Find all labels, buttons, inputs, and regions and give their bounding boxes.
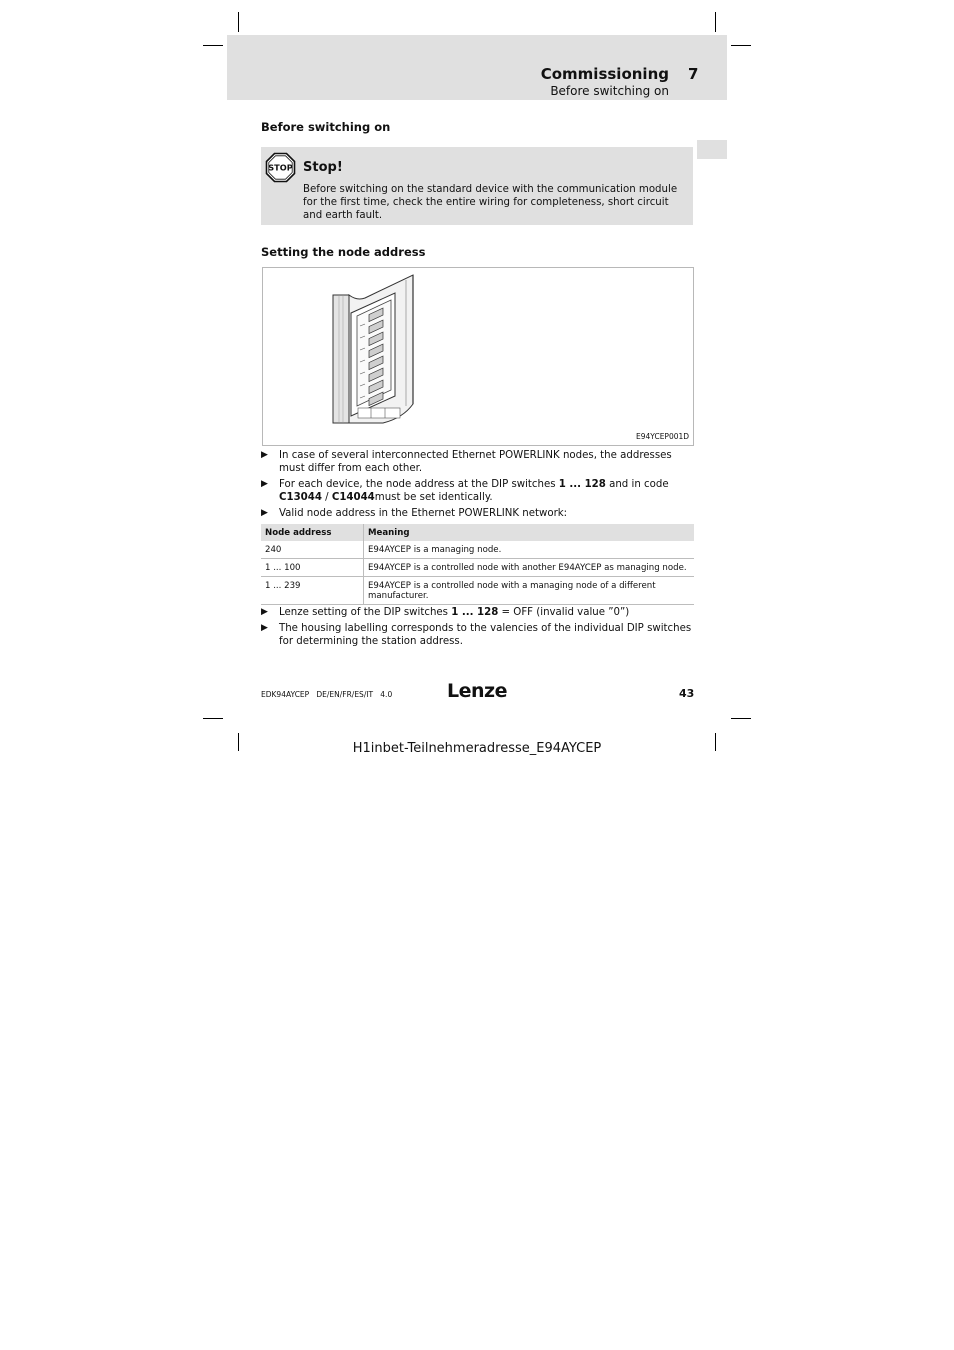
bullet-arrow-icon: ▶ — [261, 479, 268, 489]
bullet-text: For each device, the node address at the DIP switches — [279, 479, 559, 490]
crop-mark — [203, 45, 223, 46]
crop-mark — [238, 12, 239, 32]
stop-sign-icon — [265, 152, 296, 183]
figure-box — [262, 267, 694, 446]
bullet-item — [261, 606, 697, 619]
table-cell-address: 240 — [261, 541, 364, 558]
dip-switch-illustration — [263, 268, 693, 445]
table-row — [261, 541, 694, 559]
table-cell-address: 1 ... 100 — [261, 559, 364, 576]
table-cell-address: 1 ... 239 — [261, 577, 364, 604]
stop-title: Stop! — [303, 160, 343, 175]
bullet-text: Valid node address in the Ethernet POWERLINK network: — [279, 508, 568, 519]
node-address-table — [261, 524, 694, 605]
section-heading-node-address: Setting the node address — [261, 245, 426, 259]
chapter-title: Commissioning — [540, 65, 669, 83]
bullet-text: The housing labelling corresponds to the valencies of the individual DIP switches for determining the station address. — [279, 623, 692, 647]
bullet-list-bottom — [261, 606, 697, 651]
bullet-text: 1 ... 128 — [558, 479, 606, 490]
lenze-logo: Lenze — [447, 680, 507, 702]
chapter-subtitle: Before switching on — [550, 84, 669, 98]
table-cell-meaning: E94AYCEP is a controlled node with a managing node of a different manufacturer. — [368, 581, 656, 601]
bullet-item — [261, 507, 697, 520]
chapter-number: 7 — [688, 65, 699, 83]
table-row — [261, 559, 694, 577]
bullet-text: 1 ... 128 — [451, 607, 499, 618]
bullet-item — [261, 449, 697, 475]
bullet-arrow-icon: ▶ — [261, 508, 268, 518]
bullet-item — [261, 622, 697, 648]
bullet-text: Lenze setting of the DIP switches — [279, 607, 452, 618]
table-header-row — [261, 524, 694, 541]
bullet-item — [261, 478, 697, 504]
crop-mark — [715, 12, 716, 32]
page-number: 43 — [679, 687, 695, 700]
bullet-text: must be set identically. — [374, 492, 493, 503]
bottom-file-label: H1inbet-Teilnehmeradresse_E94AYCEP — [352, 741, 602, 756]
bullet-text: C14044 — [331, 492, 375, 503]
bullet-list-top — [261, 449, 697, 523]
chapter-tab-marker — [697, 140, 727, 159]
crop-mark — [731, 45, 751, 46]
footer-document-id: EDK94AYCEP DE/EN/FR/ES/IT 4.0 — [261, 690, 393, 699]
bullet-text: and in code — [605, 479, 669, 490]
crop-mark — [731, 718, 751, 719]
figure-caption: E94YCEP001D — [636, 432, 690, 441]
stop-icon-label: STOP — [268, 162, 293, 173]
table-row — [261, 577, 694, 605]
crop-mark — [203, 718, 223, 719]
table-cell-meaning: E94AYCEP is a managing node. — [368, 545, 502, 555]
table-cell-meaning: E94AYCEP is a controlled node with another E94AYCEP as managing node. — [368, 563, 687, 573]
bullet-text: In case of several interconnected Ethernet POWERLINK nodes, the addresses must differ from each other. — [279, 450, 672, 474]
bullet-text: = OFF (invalid value ”0”) — [498, 607, 630, 618]
section-heading-before-switching-on: Before switching on — [261, 120, 391, 134]
bullet-arrow-icon: ▶ — [261, 623, 268, 633]
bullet-arrow-icon: ▶ — [261, 450, 268, 460]
table-header-meaning: Meaning — [368, 528, 410, 538]
bullet-text: / — [321, 492, 332, 503]
bullet-arrow-icon: ▶ — [261, 607, 268, 617]
bullet-text: C13044 — [279, 492, 322, 503]
stop-text: Before switching on the standard device with the communication module for the first time, check the entire wiring for completeness, short circuit and earth fault. — [303, 184, 678, 221]
table-header-node-address: Node address — [261, 524, 364, 541]
